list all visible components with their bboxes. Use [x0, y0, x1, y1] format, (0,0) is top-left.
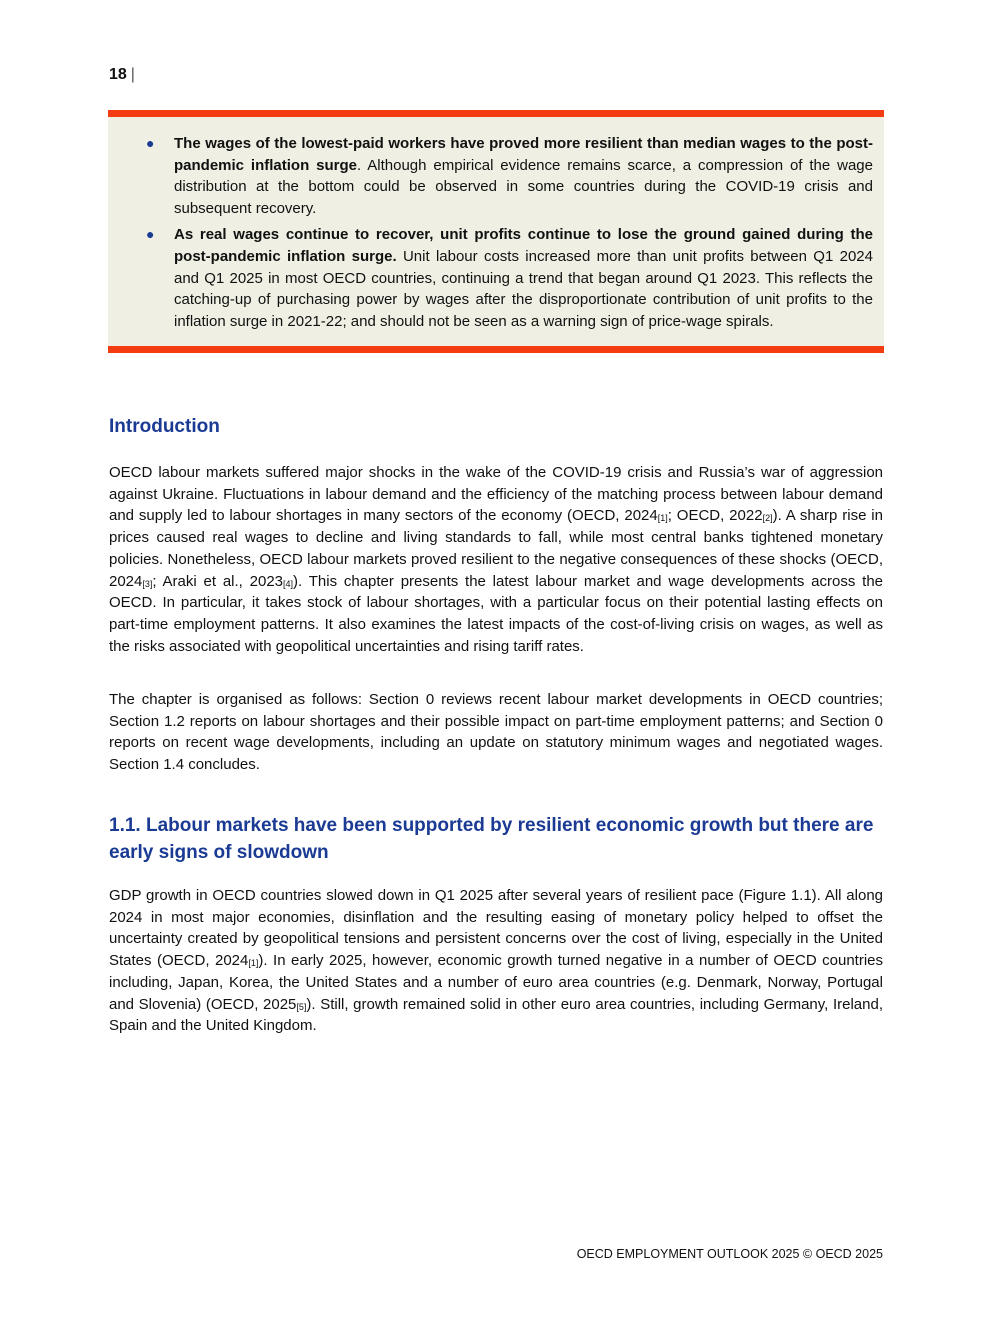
- text-run: ). This chapter presents the latest labour market and wage developments across the OECD. In particular, it takes stock of labour shortages, with a particular focus on their potential lasting effects on part-time employment patterns. It also examines the latest impacts of the cost-of-living crisis on wages, as well as the risks associated with geopolitical uncertainties and rising tariff rates.: [109, 572, 884, 655]
- reference-link[interactable]: [2]: [762, 513, 773, 524]
- text-run: ; Araki et al., 2023: [152, 572, 284, 590]
- introduction-paragraph-2: The chapter is organised as follows: Section 0 reviews recent labour market developments in OECD countries; Section 1.2 reports on labour shortages and their possible impact on part-time employment patterns; and Section 0 reports on recent wage developments, including an update on statutory minimum wages and negotiated wages. Section 1.4 concludes.: [109, 691, 883, 774]
- page-footer: OECD EMPLOYMENT OUTLOOK 2025 © OECD 2025: [576, 1247, 883, 1261]
- text-run: GDP growth in OECD countries slowed down in Q1 2025 after several years of resilient pace (Figure 1.1). All along 2024 in most major economies, disinflation and the resulting easing of monetary policy helped to offset the uncertainty created by geopolitical tensions and persistent concerns over the cost of living, especially in the United States (OECD, 2024: [109, 887, 883, 970]
- section-1-1-paragraph: [109, 885, 883, 1037]
- text-run: OECD labour markets suffered major shocks in the wake of the COVID-19 crisis and Russia’s war of aggression against Ukraine. Fluctuations in labour demand and the efficiency of the matching process between labour demand and supply led to labour shortages in many sectors of the economy (OECD, 2024: [109, 464, 883, 525]
- page-number-value: 18: [109, 66, 127, 83]
- key-finding-bold: As real wages continue to recover, unit profits continue to lose the ground gained during the post-pandemic inflation surge.: [174, 226, 873, 265]
- text-run: ). Still, growth remained solid in other euro area countries, including Germany, Ireland, Spain and the United Kingdom.: [109, 995, 883, 1035]
- key-finding-bold: The wages of the lowest-paid workers have proved more resilient than median wages to the post-pandemic inflation surge: [174, 135, 873, 174]
- reference-link[interactable]: [3]: [142, 578, 153, 589]
- bullet-icon: ●: [146, 226, 155, 243]
- section-1-1-heading: 1.1. Labour markets have been supported by resilient economic growth but there are early signs of slowdown: [109, 815, 874, 863]
- key-finding-text: Unit labour costs increased more than unit profits between Q1 2024 and Q1 2025 in most OECD countries, continuing a trend that began around Q1 2023. This reflects the catching-up of purchasing power by wages after the disproportionate contribution of unit profits to the inflation surge in 2021-22; and should not be seen as a warning sign of price-wage spirals.: [174, 247, 873, 330]
- page-number-separator: |: [130, 66, 135, 83]
- key-finding-text: . Although empirical evidence remains scarce, a compression of the wage distribution at the bottom could be observed in some countries during the COVID-19 crisis and subsequent recovery.: [174, 156, 873, 217]
- reference-link[interactable]: [5]: [296, 1001, 307, 1012]
- text-run: ; OECD, 2022: [667, 507, 763, 525]
- introduction-paragraph-1: [109, 462, 883, 657]
- text-run: ). In early 2025, however, economic growth turned negative in a number of OECD countries including, Japan, Korea, the United States and a number of euro area countries (e.g. Denmark, Norway, Portugal and Slovenia) (OECD, 2025: [109, 952, 883, 1013]
- reference-link[interactable]: [4]: [283, 578, 294, 589]
- text-run: ). A sharp rise in prices caused real wages to decline and living standards to fall, while most central banks tightened monetary policies. Nonetheless, OECD labour markets proved resilient to the negative consequences of these shocks (OECD, 2024: [109, 507, 883, 590]
- page-number: [109, 66, 135, 84]
- key-finding-item: [146, 224, 873, 332]
- bullet-icon: ●: [146, 135, 155, 151]
- key-findings-box: [108, 110, 884, 353]
- reference-link[interactable]: [1]: [657, 513, 668, 524]
- introduction-heading: Introduction: [109, 416, 220, 437]
- key-finding-item: [146, 133, 873, 219]
- reference-link[interactable]: [1]: [248, 958, 259, 969]
- key-findings-list: [146, 133, 873, 332]
